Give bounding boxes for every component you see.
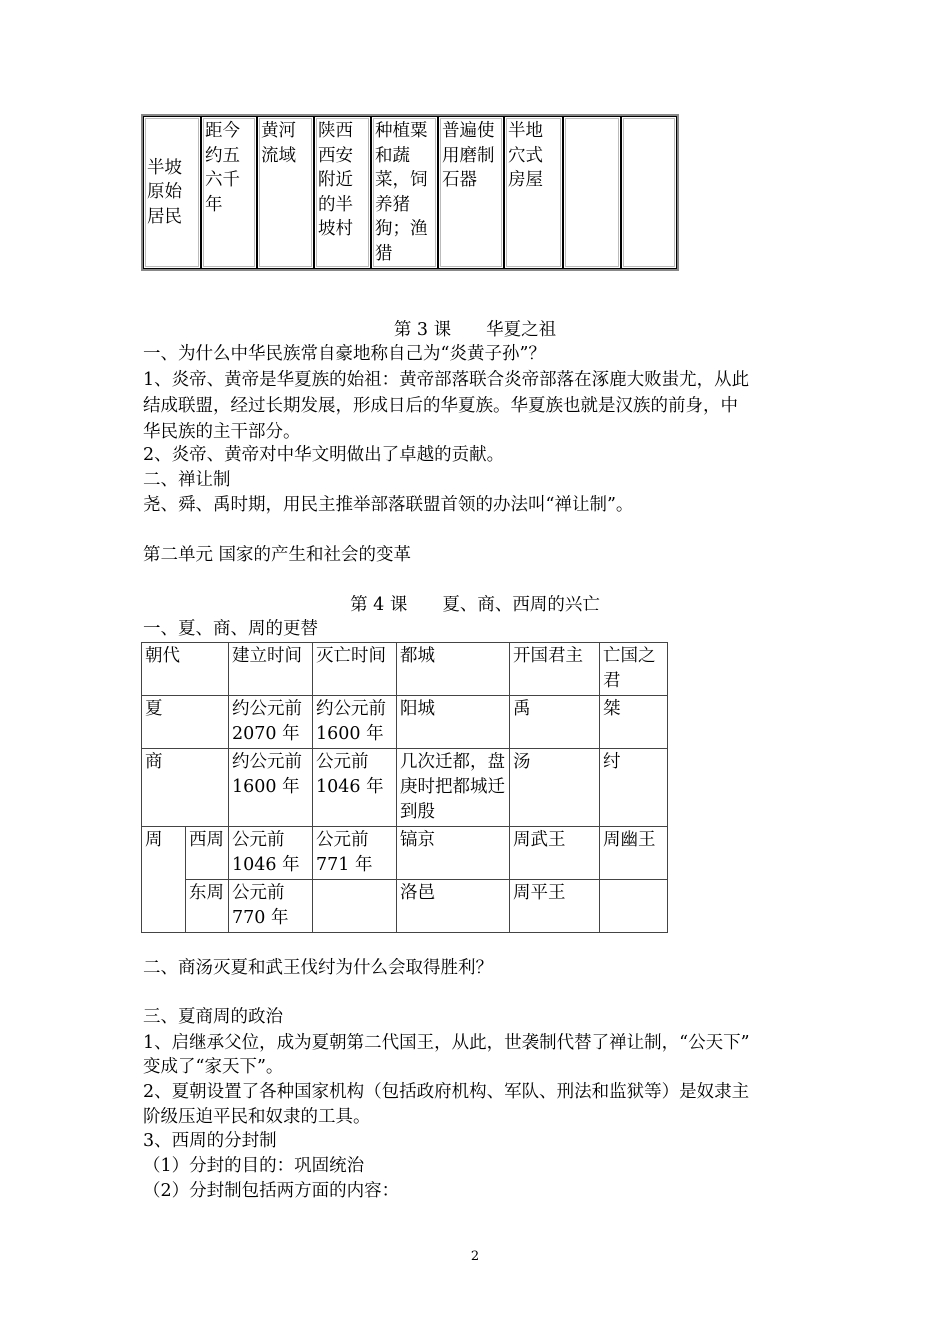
table-cell: 周平王 (510, 880, 600, 933)
banpo-table (141, 114, 679, 271)
table-cell: 距今约五六千年 (201, 116, 257, 269)
table-cell: 商 (142, 749, 229, 827)
table-cell: 半坡原始居民 (143, 116, 201, 269)
text-line: 2、炎帝、黄帝对中华文明做出了卓越的贡献。 (143, 445, 505, 465)
text-line: 尧、舜、禹时期，用民主推举部落联盟首领的办法叫“禅让制”。 (143, 495, 634, 515)
section-heading: 一、夏、商、周的更替 (143, 619, 318, 639)
table-cell: 洛邑 (397, 880, 510, 933)
table-cell: 约公元前 1600 年 (229, 749, 313, 827)
header-cell: 朝代 (142, 643, 229, 696)
table-cell: 西周 (186, 827, 229, 880)
lesson4-title: 第 4 课 夏、商、西周的兴亡 (350, 595, 600, 615)
header-cell: 灭亡时间 (313, 643, 397, 696)
text-line: （1）分封的目的：巩固统治 (143, 1156, 365, 1176)
lesson3-title: 第 3 课 华夏之祖 (393, 320, 557, 340)
text-line: 1、启继承父位，成为夏朝第二代国王，从此，世袭制代替了禅让制，“公天下” (143, 1033, 750, 1053)
table-row (142, 880, 668, 933)
table-cell: 周武王 (510, 827, 600, 880)
dynasty-table (141, 642, 668, 933)
table-cell: 东周 (186, 880, 229, 933)
table-cell: 汤 (510, 749, 600, 827)
table-cell: 陕西西安附近的半坡村 (314, 116, 371, 269)
table-cell: 禹 (510, 696, 600, 749)
table-cell: 约公元前 1600 年 (313, 696, 397, 749)
text-line: 变成了“家天下”。 (143, 1057, 284, 1077)
text-line: 一、为什么中华民族常自豪地称自己为“炎黄子孙”？ (143, 344, 546, 364)
table-cell (621, 116, 677, 269)
table-cell: 周幽王 (600, 827, 668, 880)
table-row (142, 696, 668, 749)
table-cell: 桀 (600, 696, 668, 749)
table-cell: 镐京 (397, 827, 510, 880)
text-line: 3、西周的分封制 (143, 1131, 277, 1151)
table-cell: 黄河流域 (257, 116, 314, 269)
header-cell: 建立时间 (229, 643, 313, 696)
section-heading: 二、商汤灭夏和武王伐纣为什么会取得胜利？ (143, 958, 493, 978)
text-line: 华民族的主干部分。 (143, 422, 301, 442)
text-line: 结成联盟，经过长期发展，形成日后的华夏族。华夏族也就是汉族的前身，中 (143, 396, 738, 416)
table-row (142, 643, 668, 696)
table-cell: 普遍使用磨制石器 (438, 116, 504, 269)
table-cell: 约公元前 2070 年 (229, 696, 313, 749)
table-cell: 公元前 1046 年 (313, 749, 397, 827)
table-cell (563, 116, 621, 269)
unit-heading: 第二单元 国家的产生和社会的变革 (143, 545, 412, 565)
page-number: 2 (470, 1249, 480, 1264)
table-cell: 几次迁都，盘庚时把都城迁到殷 (397, 749, 510, 827)
text-line: 阶级压迫平民和奴隶的工具。 (143, 1107, 371, 1127)
text-line: 二、禅让制 (143, 470, 231, 490)
text-line: 1、炎帝、黄帝是华夏族的始祖：黄帝部落联合炎帝部落在涿鹿大败蚩尤，从此 (143, 370, 750, 390)
table-cell: 半地穴式房屋 (504, 116, 563, 269)
table-cell: 公元前 1046 年 (229, 827, 313, 880)
table-cell: 夏 (142, 696, 229, 749)
text-line: （2）分封制包括两方面的内容： (143, 1181, 400, 1201)
header-cell: 亡国之君 (600, 643, 668, 696)
text-line: 2、夏朝设置了各种国家机构（包括政府机构、军队、刑法和监狱等）是奴隶主 (143, 1082, 750, 1102)
table-cell: 公元前 771 年 (313, 827, 397, 880)
table-row (142, 749, 668, 827)
table-cell: 阳城 (397, 696, 510, 749)
table-cell: 公元前 770 年 (229, 880, 313, 933)
header-cell: 都城 (397, 643, 510, 696)
table-cell (600, 880, 668, 933)
table-row (143, 116, 677, 269)
table-cell (313, 880, 397, 933)
table-row (142, 827, 668, 880)
table-cell: 种植粟和蔬菜，饲养猪狗；渔猎 (371, 116, 438, 269)
section-heading: 三、夏商周的政治 (143, 1007, 283, 1027)
table-cell: 周 (142, 827, 186, 933)
header-cell: 开国君主 (510, 643, 600, 696)
table-cell: 纣 (600, 749, 668, 827)
